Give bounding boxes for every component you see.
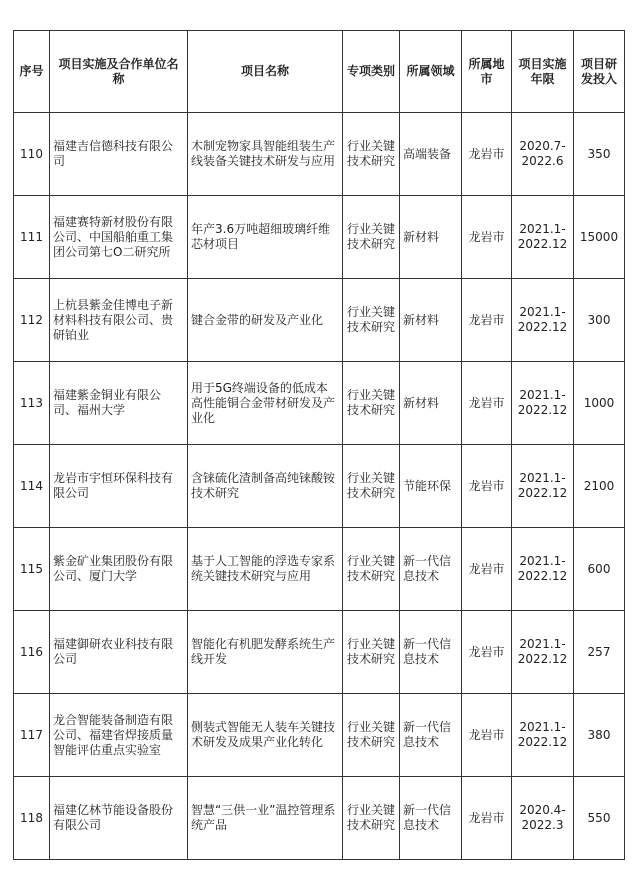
cell-type: 行业关键技术研究 xyxy=(343,362,400,445)
cell-type: 行业关键技术研究 xyxy=(343,528,400,611)
cell-field: 新一代信息技术 xyxy=(400,694,462,777)
cell-name: 木制宠物家具智能组装生产线装备关键技术研发与应用 xyxy=(188,113,343,196)
cell-no: 115 xyxy=(14,528,50,611)
cell-period: 2021.1-2022.12 xyxy=(512,196,574,279)
cell-unit: 福建御研农业科技有限公司 xyxy=(50,611,188,694)
cell-name: 用于5G终端设备的低成本高性能铜合金带材研发及产业化 xyxy=(188,362,343,445)
cell-period: 2021.1-2022.12 xyxy=(512,611,574,694)
cell-period: 2021.1-2022.12 xyxy=(512,445,574,528)
cell-no: 116 xyxy=(14,611,50,694)
cell-type: 行业关键技术研究 xyxy=(343,196,400,279)
cell-unit: 龙合智能装备制造有限公司、福建省焊接质量智能评估重点实验室 xyxy=(50,694,188,777)
cell-period: 2021.1-2022.12 xyxy=(512,528,574,611)
table-row xyxy=(14,196,625,279)
table-row xyxy=(14,777,625,860)
cell-field: 新材料 xyxy=(400,196,462,279)
table-row xyxy=(14,279,625,362)
cell-no: 117 xyxy=(14,694,50,777)
table-row xyxy=(14,611,625,694)
cell-unit: 福建吉信德科技有限公司 xyxy=(50,113,188,196)
table-row xyxy=(14,445,625,528)
cell-period: 2020.4-2022.3 xyxy=(512,777,574,860)
col-header-period: 项目实施年限 xyxy=(512,31,574,113)
cell-period: 2021.1-2022.12 xyxy=(512,694,574,777)
col-header-no: 序号 xyxy=(14,31,50,113)
cell-field: 新一代信息技术 xyxy=(400,528,462,611)
cell-no: 112 xyxy=(14,279,50,362)
cell-type: 行业关键技术研究 xyxy=(343,777,400,860)
cell-invest: 380 xyxy=(574,694,625,777)
cell-invest: 300 xyxy=(574,279,625,362)
cell-city: 龙岩市 xyxy=(462,528,512,611)
cell-city: 龙岩市 xyxy=(462,196,512,279)
col-header-invest: 项目研发投入 xyxy=(574,31,625,113)
cell-unit: 龙岩市宇恒环保科技有限公司 xyxy=(50,445,188,528)
cell-field: 新一代信息技术 xyxy=(400,777,462,860)
cell-type: 行业关键技术研究 xyxy=(343,279,400,362)
cell-name: 年产3.6万吨超细玻璃纤维芯材项目 xyxy=(188,196,343,279)
cell-period: 2020.7-2022.6 xyxy=(512,113,574,196)
cell-unit: 福建亿林节能设备股份有限公司 xyxy=(50,777,188,860)
cell-unit: 福建紫金铜业有限公司、福州大学 xyxy=(50,362,188,445)
cell-no: 113 xyxy=(14,362,50,445)
cell-no: 114 xyxy=(14,445,50,528)
cell-invest: 15000 xyxy=(574,196,625,279)
col-header-unit: 项目实施及合作单位名称 xyxy=(50,31,188,113)
cell-name: 基于人工智能的浮选专家系统关键技术研究与应用 xyxy=(188,528,343,611)
cell-city: 龙岩市 xyxy=(462,362,512,445)
cell-city: 龙岩市 xyxy=(462,694,512,777)
cell-name: 智慧“三供一业”温控管理系统产品 xyxy=(188,777,343,860)
cell-field: 新材料 xyxy=(400,362,462,445)
cell-field: 节能环保 xyxy=(400,445,462,528)
cell-city: 龙岩市 xyxy=(462,113,512,196)
cell-name: 含铼硫化渣制备高纯铼酸铵技术研究 xyxy=(188,445,343,528)
col-header-field: 所属领域 xyxy=(400,31,462,113)
cell-invest: 600 xyxy=(574,528,625,611)
cell-type: 行业关键技术研究 xyxy=(343,113,400,196)
table-row xyxy=(14,113,625,196)
col-header-city: 所属地市 xyxy=(462,31,512,113)
cell-invest: 550 xyxy=(574,777,625,860)
cell-unit: 福建赛特新材股份有限公司、中国船舶重工集团公司第七O二研究所 xyxy=(50,196,188,279)
cell-city: 龙岩市 xyxy=(462,777,512,860)
table-row xyxy=(14,694,625,777)
table-row xyxy=(14,362,625,445)
col-header-type: 专项类别 xyxy=(343,31,400,113)
cell-invest: 2100 xyxy=(574,445,625,528)
cell-period: 2021.1-2022.12 xyxy=(512,362,574,445)
cell-type: 行业关键技术研究 xyxy=(343,445,400,528)
cell-city: 龙岩市 xyxy=(462,445,512,528)
cell-field: 高端装备 xyxy=(400,113,462,196)
cell-name: 键合金带的研发及产业化 xyxy=(188,279,343,362)
cell-invest: 257 xyxy=(574,611,625,694)
cell-city: 龙岩市 xyxy=(462,611,512,694)
cell-invest: 350 xyxy=(574,113,625,196)
cell-name: 侧装式智能无人装车关键技术研发及成果产业化转化 xyxy=(188,694,343,777)
cell-no: 118 xyxy=(14,777,50,860)
cell-no: 110 xyxy=(14,113,50,196)
cell-unit: 上杭县紫金佳博电子新材料科技有限公司、贵研铂业 xyxy=(50,279,188,362)
project-table xyxy=(13,30,625,860)
cell-no: 111 xyxy=(14,196,50,279)
cell-city: 龙岩市 xyxy=(462,279,512,362)
cell-field: 新一代信息技术 xyxy=(400,611,462,694)
header-row xyxy=(14,31,625,113)
cell-type: 行业关键技术研究 xyxy=(343,611,400,694)
cell-invest: 1000 xyxy=(574,362,625,445)
cell-period: 2021.1-2022.12 xyxy=(512,279,574,362)
col-header-name: 项目名称 xyxy=(188,31,343,113)
cell-unit: 紫金矿业集团股份有限公司、厦门大学 xyxy=(50,528,188,611)
cell-field: 新材料 xyxy=(400,279,462,362)
cell-type: 行业关键技术研究 xyxy=(343,694,400,777)
cell-name: 智能化有机肥发酵系统生产线开发 xyxy=(188,611,343,694)
table-row xyxy=(14,528,625,611)
